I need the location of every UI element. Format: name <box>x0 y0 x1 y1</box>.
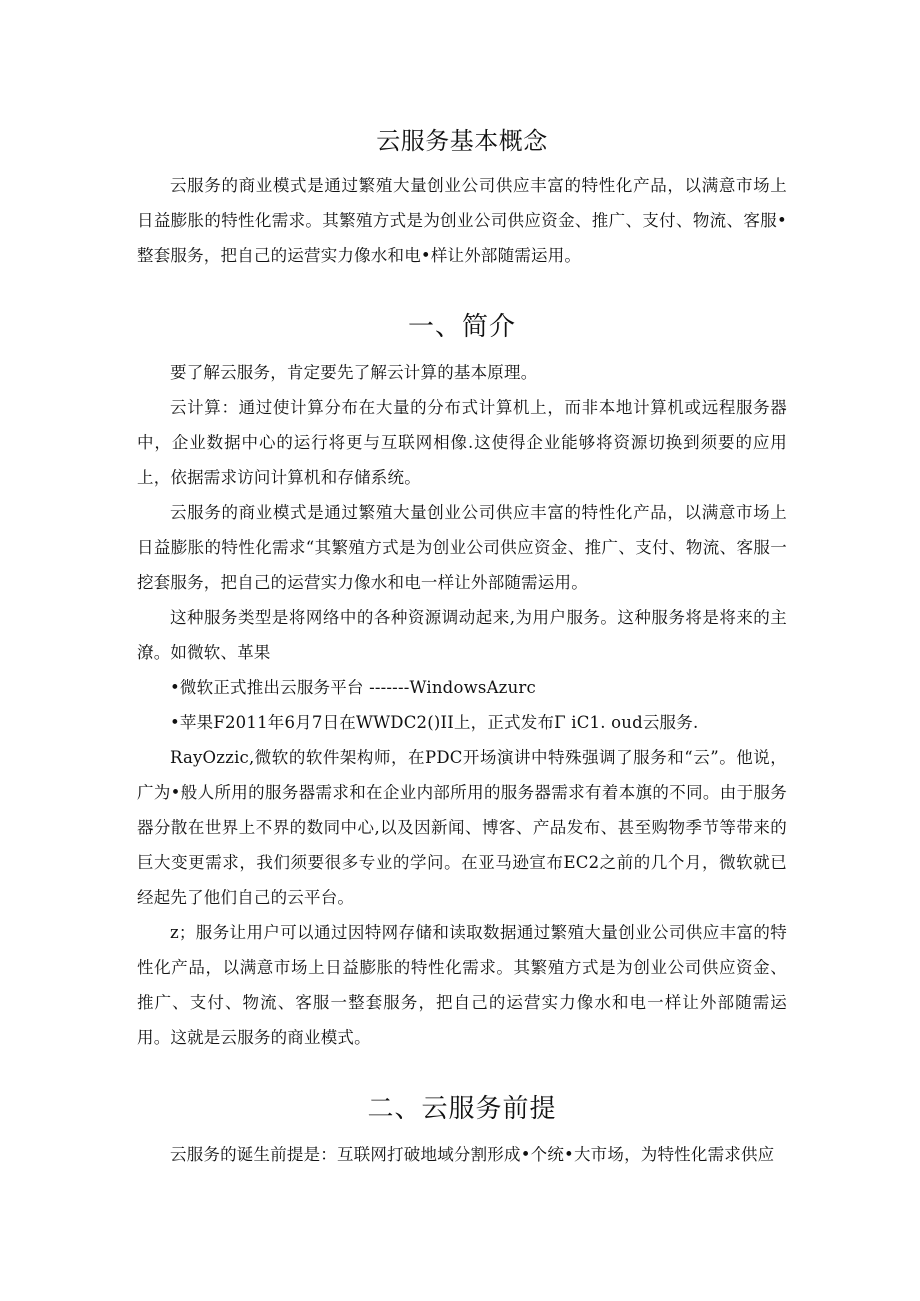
spacer <box>137 1129 787 1137</box>
spacer <box>137 1055 787 1089</box>
body-paragraph: 要了解云服务，肯定要先了解云计算的基本原理。 <box>170 363 538 382</box>
bullet-item: •苹果F2011年6月7日在WWDC2()II上，正式发布Γ iC1. oud云服务. <box>170 713 699 732</box>
spacer <box>137 347 787 355</box>
body-paragraph: 云服务的诞生前提是：互联网打破地域分割形成•个统•大市场，为特性化需求供应 <box>170 1145 775 1164</box>
document-title: 云服务基本概念 <box>376 127 548 155</box>
body-paragraph: 这种服务类型是将网络中的各种资源调动起来,为用户服务。这种服务将是将来的主潦。如微软、革果 <box>137 608 787 662</box>
document-content <box>137 122 787 1172</box>
section-heading-premise: 二、云服务前提 <box>367 1094 557 1124</box>
body-paragraph: 云服务的商业模式是通过繁殖大量创业公司供应丰富的特性化产品，以满意市场上日益膨胀的特性化需求“其繁殖方式是为创业公司供应资金、推广、支付、物流、客服一挖套服务，把自己的运营实力像水和电一样让外部随需运用。 <box>137 503 787 592</box>
bullet-item: •微软正式推出云服务平台 -------WindowsAzurc <box>170 678 536 697</box>
intro-paragraph: 云服务的商业模式是通过繁殖大量创业公司供应丰富的特性化产品，以满意市场上日益膨胀的特性化需求。其繁殖方式是为创业公司供应资金、推广、支付、物流、客服•整套服务，把自己的运营实力像水和电•样让外部随需运用。 <box>137 176 787 265</box>
spacer <box>137 160 787 168</box>
section-heading-intro: 一、简介 <box>407 312 516 342</box>
body-paragraph: RayOzzic,微软的软件架构师，在PDC开场演讲中特殊强调了服务和“云”。他说，广为•般人所用的服务器需求和在企业内部所用的服务器需求有着本旗的不同。由于服务器分散在世界上不界的数同中心,以及因新闻、博客、产品发布、甚至购物季节等带来的巨大变更需求，我们须要很多专业的学问。在亚马逊宣布EC2之前的几个月，微软就已经起先了他们自己的云平台。 <box>137 748 787 907</box>
body-paragraph: 云计算：通过使计算分布在大量的分布式计算机上，而非本地计算机或远程服务器中，企业数据中心的运行将更与互联网相像.这使得企业能够将资源切换到须要的应用上，依据需求访问计算机和存储系统。 <box>137 398 787 487</box>
body-paragraph: z；服务让用户可以通过因特网存储和读取数据通过繁殖大量创业公司供应丰富的特性化产品，以满意市场上日益膨胀的特性化需求。其繁殖方式是为创业公司供应资金、推广、支付、物流、客服一整套服务，把自己的运营实力像水和电一样让外部随需运用。这就是云服务的商业模式。 <box>137 923 787 1047</box>
spacer <box>137 273 787 307</box>
